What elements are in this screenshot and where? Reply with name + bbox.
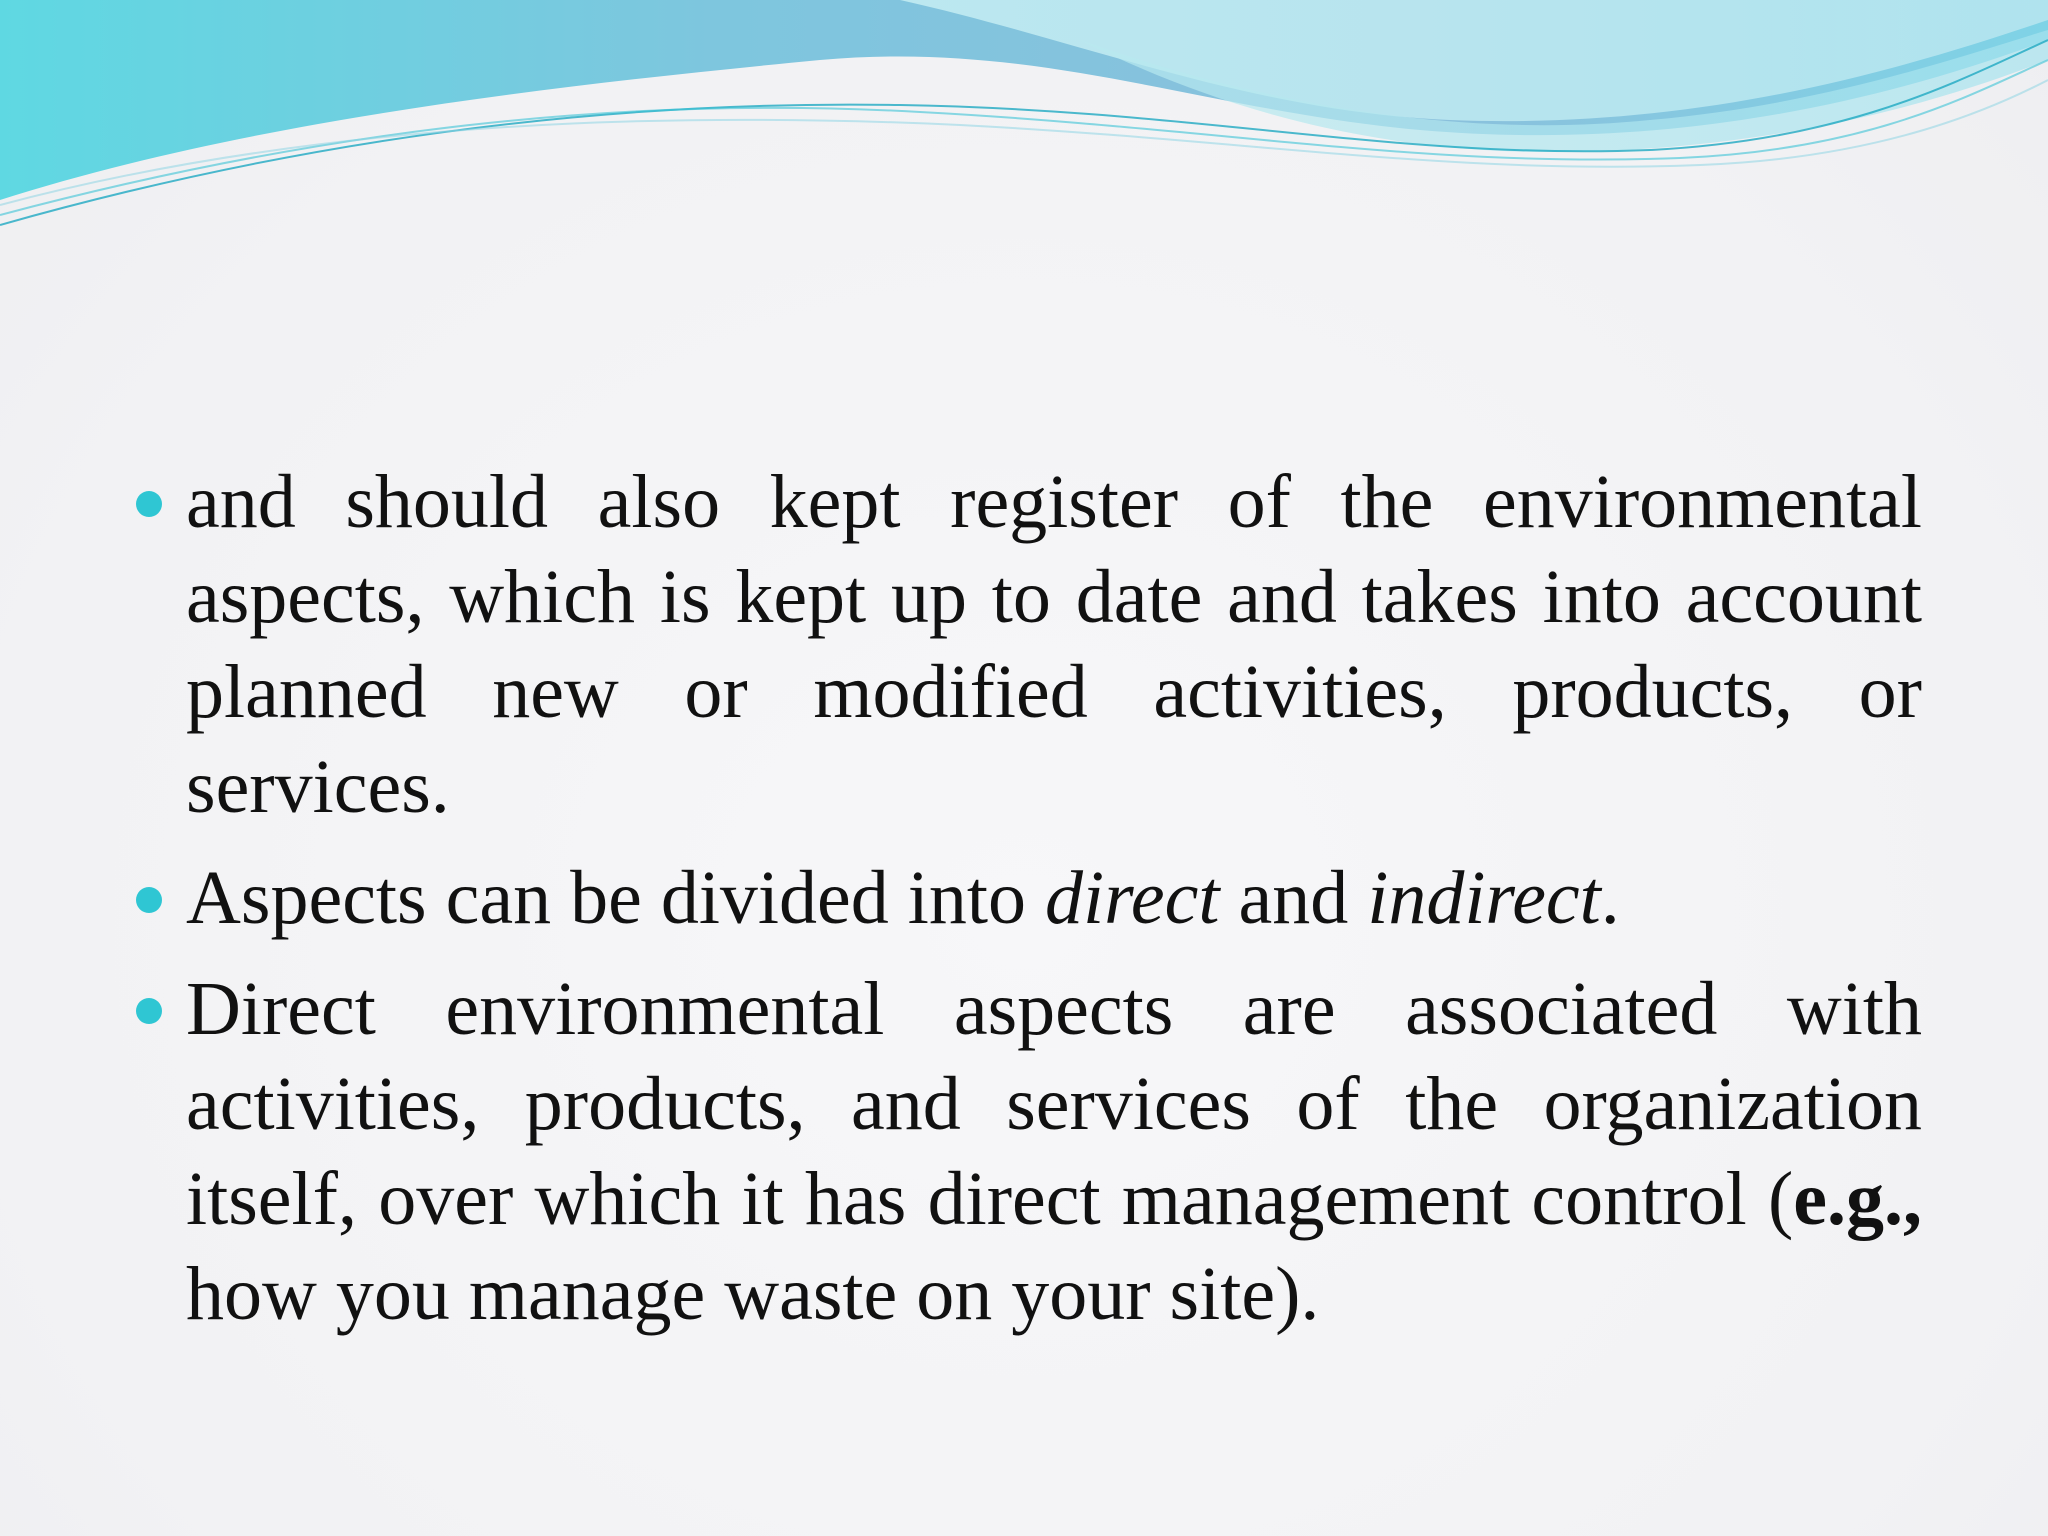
bullet-text: and should also kept register of the environmental aspects, which is kept up to date and takes into account planned new or modified activities, products, or services. <box>186 460 1922 829</box>
bullet-item-2 <box>132 851 1922 946</box>
bullet-text-suffix: . <box>1600 856 1620 940</box>
bullet-text-prefix: Direct environmental aspects are associated with activities, products, and services of the organization itself, over which it has direct management control ( <box>186 967 1922 1241</box>
bullet-dot-icon <box>136 887 162 913</box>
emphasis-direct: direct <box>1045 856 1220 940</box>
bullet-dot-icon <box>136 998 162 1024</box>
bullet-text-suffix: how you manage waste on your site). <box>186 1252 1320 1336</box>
bullet-text-prefix: Aspects can be divided into <box>186 856 1046 940</box>
bullet-item-1 <box>132 455 1922 835</box>
header-wave-decoration <box>0 0 2048 240</box>
bullet-list <box>132 455 1922 1342</box>
emphasis-indirect: indirect <box>1367 856 1601 940</box>
bullet-item-3 <box>132 962 1922 1342</box>
content-area <box>132 455 1922 1358</box>
bullet-text-mid: and <box>1219 856 1368 940</box>
emphasis-eg: e.g., <box>1793 1157 1922 1241</box>
bullet-dot-icon <box>136 491 162 517</box>
